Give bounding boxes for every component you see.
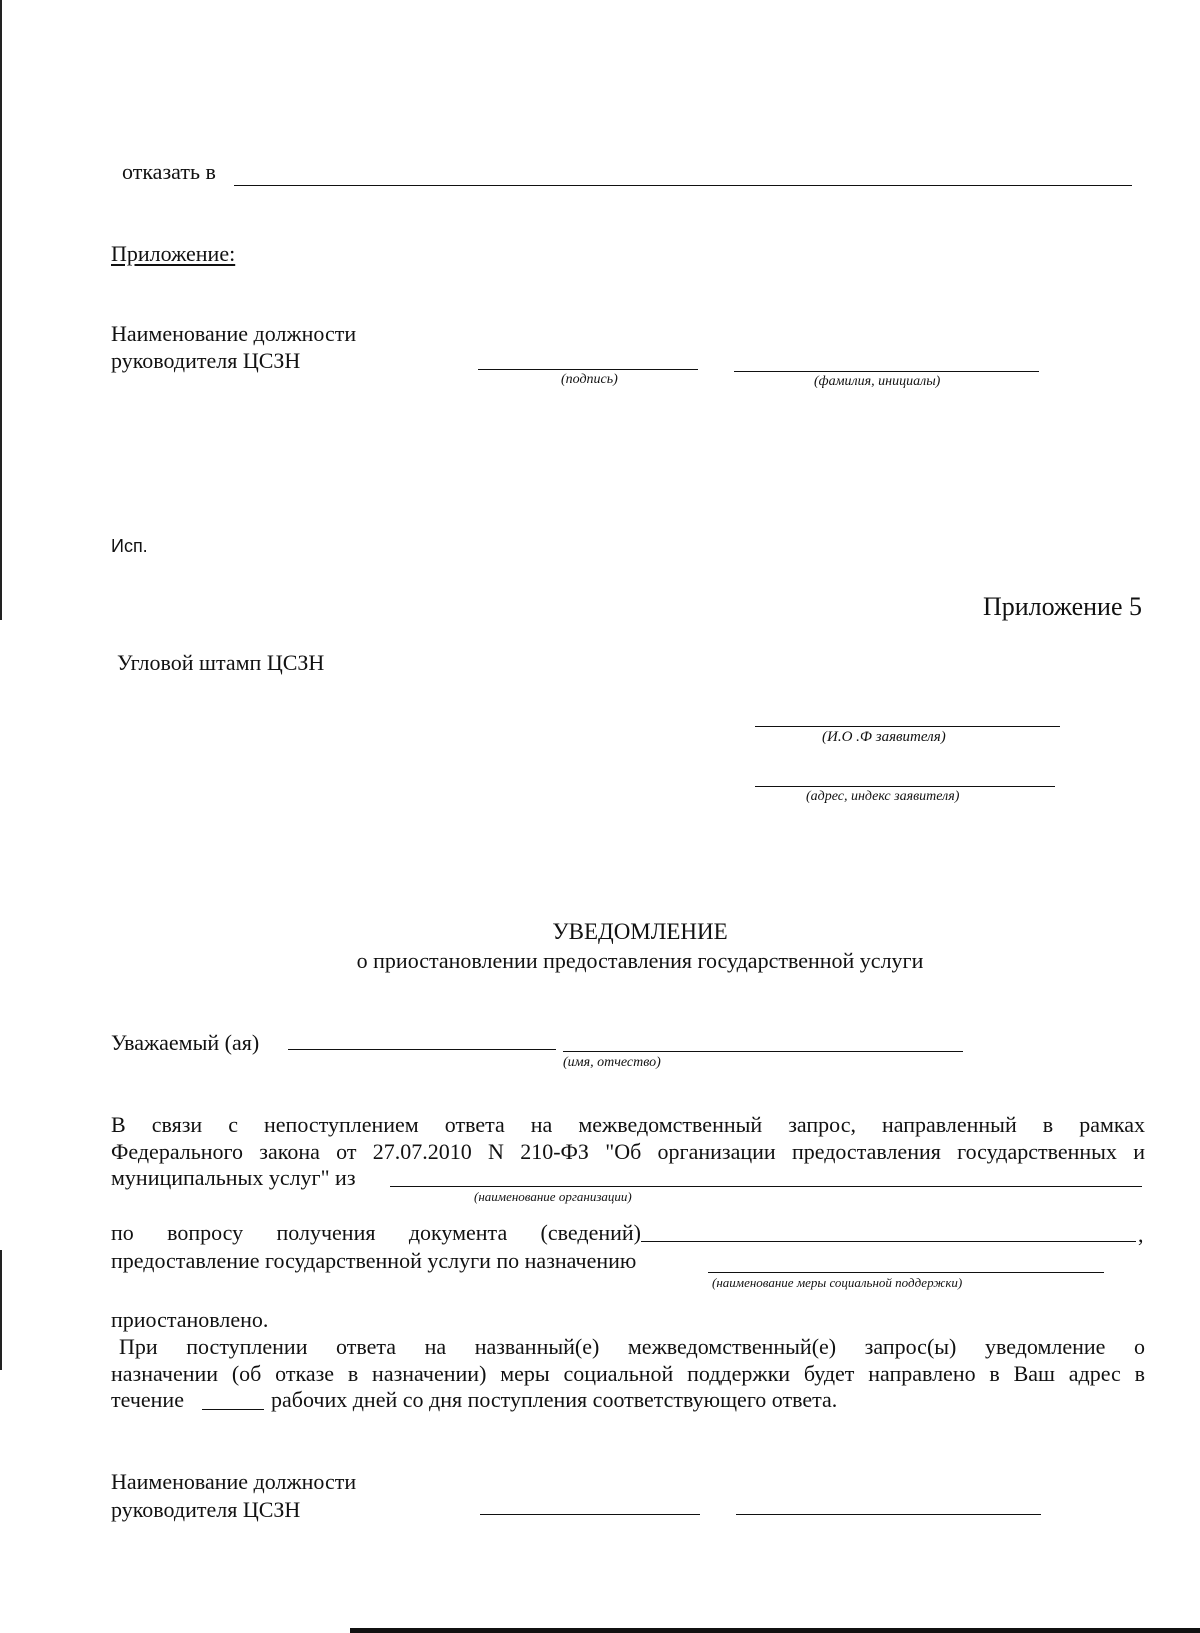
footer-head-position-line1: Наименование должности [111,1469,357,1494]
para1-line3: муниципальных услуг" из [111,1165,356,1190]
appendix-title: Приложение 5 [982,592,1142,621]
organization-line [390,1186,1142,1187]
days-count-line [202,1409,264,1410]
name-line [734,371,1039,372]
signature-caption: (подпись) [561,372,618,387]
para2-line2: предоставление государственной услуги по назначению [111,1248,637,1273]
notice-subtitle: о приостановлении предоставления государственной услуги [356,948,924,973]
applicant-name-caption: (И.О .Ф заявителя) [822,729,946,745]
refuse-reason-line [234,185,1132,186]
para2-comma: , [1138,1222,1144,1247]
suspended-label: приостановлено. [111,1307,269,1332]
para3-line3-end: рабочих дней со дня поступления соответствующего ответа. [271,1387,838,1412]
para1-line1: В связи с непоступлением ответа на межведомственный запрос, направленный в рамках [111,1112,1145,1137]
head-position-line1: Наименование должности [111,321,357,346]
organization-caption: (наименование организации) [474,1189,632,1204]
notice-title: УВЕДОМЛЕНИЕ [552,919,728,944]
para3-line2: назначении (об отказе в назначении) меры социальной поддержки будет направлено в Ваш адрес в [111,1361,1145,1386]
measure-line [708,1272,1104,1273]
footer-signature-line [480,1514,700,1515]
greeting-name-line [288,1049,556,1050]
measure-caption: (наименование меры социальной поддержки) [712,1275,963,1290]
corner-stamp-label: Угловой штамп ЦСЗН [117,650,325,675]
para2-line1-wrap [111,1219,641,1247]
footer-name-line [736,1514,1041,1515]
refuse-label: отказать в [122,159,216,184]
signature-line [478,369,698,370]
document-line [641,1241,1136,1242]
name-caption: (фамилия, инициалы) [814,374,941,389]
para3-line1: При поступлении ответа на названный(е) межведомственный(е) запрос(ы) уведомление о [119,1334,1145,1359]
applicant-name-line [755,726,1060,727]
head-position-line2: руководителя ЦСЗН [111,348,301,373]
para1-line2: Федерального закона от 27.07.2010 N 210-ФЗ "Об организации предоставления государственных и [111,1139,1145,1164]
scan-edge-mark [0,0,2,620]
footer-head-position-line2: руководителя ЦСЗН [111,1497,301,1522]
para2-line1: по вопросу получения документа (сведений) [111,1220,641,1245]
para3-line3-start: течение [111,1387,184,1412]
scan-edge-mark [0,1250,2,1370]
applicant-address-caption: (адрес, индекс заявителя) [806,789,960,804]
attachment-label: Приложение: [111,241,236,266]
scan-bottom-edge [350,1628,1200,1633]
greeting-label: Уважаемый (ая) [111,1030,260,1055]
applicant-address-line [755,786,1055,787]
greeting-patronymic-line [563,1051,963,1052]
executor-label: Исп. [111,536,148,556]
greeting-caption: (имя, отчество) [563,1055,661,1070]
